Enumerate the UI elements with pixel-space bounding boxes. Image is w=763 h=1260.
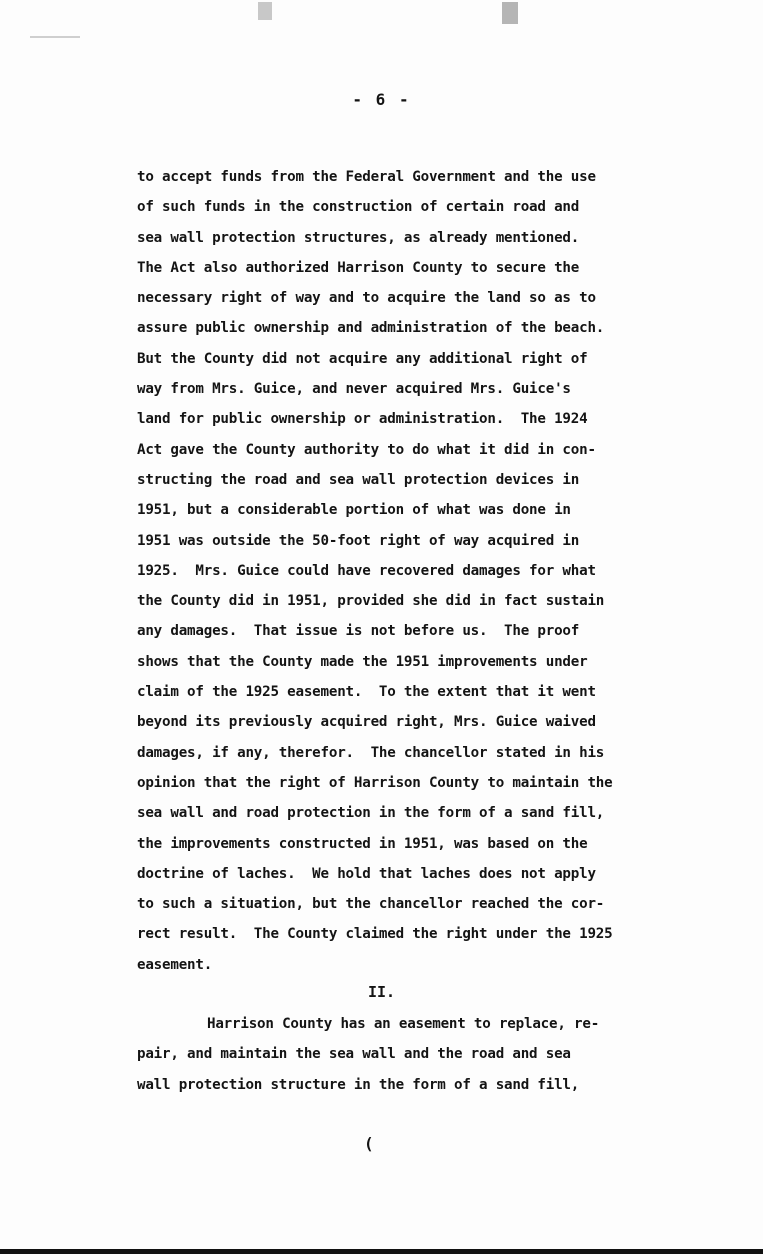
- page-number: - 6 -: [352, 90, 411, 109]
- text-line: to accept funds from the Federal Government and the use: [137, 169, 596, 185]
- text-line: necessary right of way and to acquire the land so as to: [137, 290, 596, 307]
- text-line: shows that the County made the 1951 improvements under: [137, 653, 588, 670]
- text-line: beyond its previously acquired right, Mrs. Guice waived: [137, 714, 596, 731]
- text-line: sea wall and road protection in the form of a sand fill,: [137, 805, 605, 822]
- text-line: But the County did not acquire any additional right of: [137, 350, 588, 367]
- footer-mark: (: [364, 1134, 374, 1153]
- text-line: assure public ownership and administration of the beach.: [137, 320, 605, 337]
- text-line: way from Mrs. Guice, and never acquired Mrs. Guice's: [137, 381, 571, 398]
- body-paragraph: [137, 166, 697, 984]
- text-line: damages, if any, therefor. The chancellor stated in his: [137, 744, 605, 761]
- text-line: the County did in 1951, provided she did in fact sustain: [137, 593, 605, 610]
- text-line: doctrine of laches. We hold that laches does not apply: [137, 865, 596, 882]
- text-line: Act gave the County authority to do what it did in con-: [137, 441, 596, 458]
- page-bottom-rule: [0, 1249, 763, 1254]
- text-line: opinion that the right of Harrison County to maintain the: [137, 774, 613, 791]
- scan-speck: [30, 36, 80, 38]
- text-line: The Act also authorized Harrison County to secure the: [137, 259, 580, 276]
- section-paragraph: [137, 1013, 697, 1104]
- text-line: claim of the 1925 easement. To the extent that it went: [137, 684, 596, 701]
- text-line: land for public ownership or administration. The 1924: [137, 411, 588, 428]
- scan-speck: [502, 2, 518, 24]
- text-line: wall protection structure in the form of a sand fill,: [137, 1076, 580, 1093]
- text-line: to such a situation, but the chancellor reached the cor-: [137, 896, 605, 913]
- text-line: Harrison County has an easement to replace, re-: [207, 1016, 600, 1032]
- text-line: easement.: [137, 956, 213, 973]
- section-heading: II.: [367, 983, 396, 1001]
- text-line: pair, and maintain the sea wall and the road and sea: [137, 1046, 571, 1063]
- text-line: the improvements constructed in 1951, was based on the: [137, 835, 588, 852]
- text-line: 1951 was outside the 50-foot right of way acquired in: [137, 532, 580, 549]
- text-line: of such funds in the construction of certain road and: [137, 199, 580, 216]
- scan-speck: [258, 2, 272, 20]
- text-line: 1925. Mrs. Guice could have recovered damages for what: [137, 562, 596, 579]
- text-line: sea wall protection structures, as already mentioned.: [137, 229, 580, 246]
- text-line: 1951, but a considerable portion of what was done in: [137, 502, 571, 519]
- text-line: any damages. That issue is not before us. The proof: [137, 623, 580, 640]
- text-line: structing the road and sea wall protection devices in: [137, 471, 580, 488]
- text-line: rect result. The County claimed the right under the 1925: [137, 926, 613, 943]
